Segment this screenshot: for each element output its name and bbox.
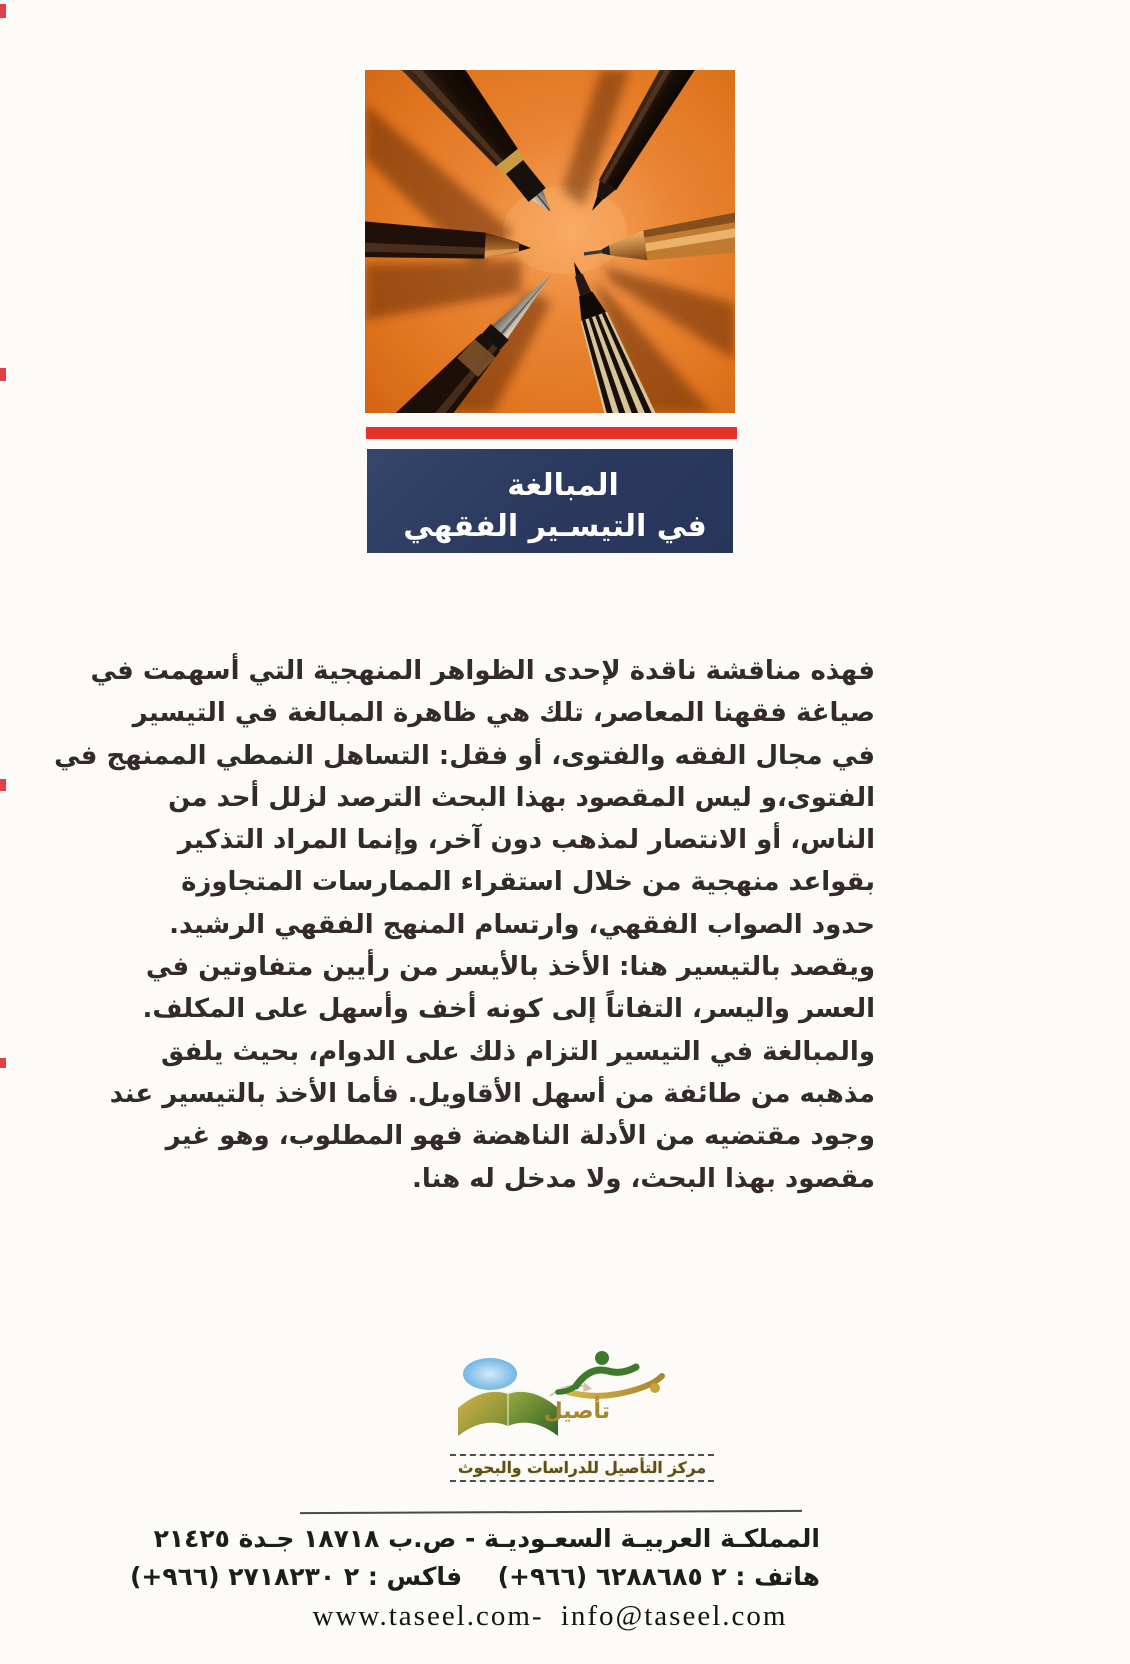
cover-photo <box>365 70 735 413</box>
phone-fax-line <box>130 1562 820 1591</box>
pens-photo-illustration <box>365 70 735 413</box>
publisher-address: المملكـة العربيـة السعـوديـة - ص.ب ١٨٧١٨ جـدة ٢١٤٢٥ <box>153 1524 820 1553</box>
scan-artifact <box>0 779 6 791</box>
blurb-line: ويقصد بالتيسير هنا: الأخذ بالأيسر من رأيين متفاوتين في <box>145 952 875 983</box>
blurb-line: بقواعد منهجية من خلال استقراء الممارسات المتجاوزة <box>181 867 875 898</box>
title-banner <box>367 449 733 553</box>
blurb-line: حدود الصواب الفقهي، وارتسام المنهج الفقهي الرشيد. <box>169 909 875 940</box>
logo-blue-glow <box>463 1358 517 1390</box>
website-email-line: www.taseel.com- info@taseel.com <box>312 1600 788 1632</box>
taseel-wordmark: تأصيل <box>543 1399 610 1424</box>
blurb-line: الناس، أو الانتصار لمذهب دون آخر، وإنما المراد التذكير <box>177 825 875 856</box>
blurb-line: الفتوى،و ليس المقصود بهذا البحث الترصد لزلل أحد من <box>168 782 875 813</box>
blurb-line: وجود مقتضيه من الأدلة الناهضة فهو المطلوب، وهو غير <box>165 1121 875 1152</box>
blurb-line: صياغة فقهنا المعاصر، تلك هي ظاهرة المبالغة في التيسير <box>132 698 875 729</box>
blurb-line: مقصود بهذا البحث، ولا مدخل له هنا. <box>411 1163 875 1194</box>
phone-label: هاتف : <box>735 1562 820 1591</box>
leaping-figure-icon <box>558 1351 662 1396</box>
blurb-line: فهذه مناقشة ناقدة لإحدى الظواهر المنهجية التي أسهمت في <box>90 656 875 686</box>
scan-artifact <box>0 368 6 381</box>
footer-divider <box>300 1510 802 1514</box>
blurb-line: مذهبه من طائفة من أسهل الأقاويل. فأما الأخذ بالتيسير عند <box>109 1078 875 1109</box>
book-title-line1: المبالغة <box>507 468 619 503</box>
taseel-logo-emblem <box>450 1346 670 1446</box>
fax-label: فاكس : <box>367 1562 463 1591</box>
fax-number: (+٩٦٦) ٢ ٢٧١٨٢٣٠ <box>130 1562 360 1591</box>
book-title-line2: في التيسـير الفقهي <box>403 509 707 544</box>
red-stripe <box>366 427 737 439</box>
publisher-logo <box>450 1346 707 1482</box>
publisher-name: مركز التأصيل للدراسات والبحوث <box>450 1454 714 1482</box>
blurb-line: العسر واليسر، التفاتاً إلى كونه أخف وأسهل على المكلف. <box>142 994 875 1025</box>
blurb-line: والمبالغة في التيسير التزام ذلك على الدوام، بحيث يلفق <box>160 1036 875 1067</box>
scan-artifact <box>0 4 6 18</box>
scan-artifact <box>0 1058 6 1068</box>
blurb-text <box>54 650 875 1200</box>
phone-number: (+٩٦٦) ٢ ٦٢٨٨٦٨٥ <box>497 1562 727 1591</box>
blurb-line: في مجال الفقه والفتوى، أو فقل: التساهل النمطي الممنهج في <box>54 740 875 771</box>
